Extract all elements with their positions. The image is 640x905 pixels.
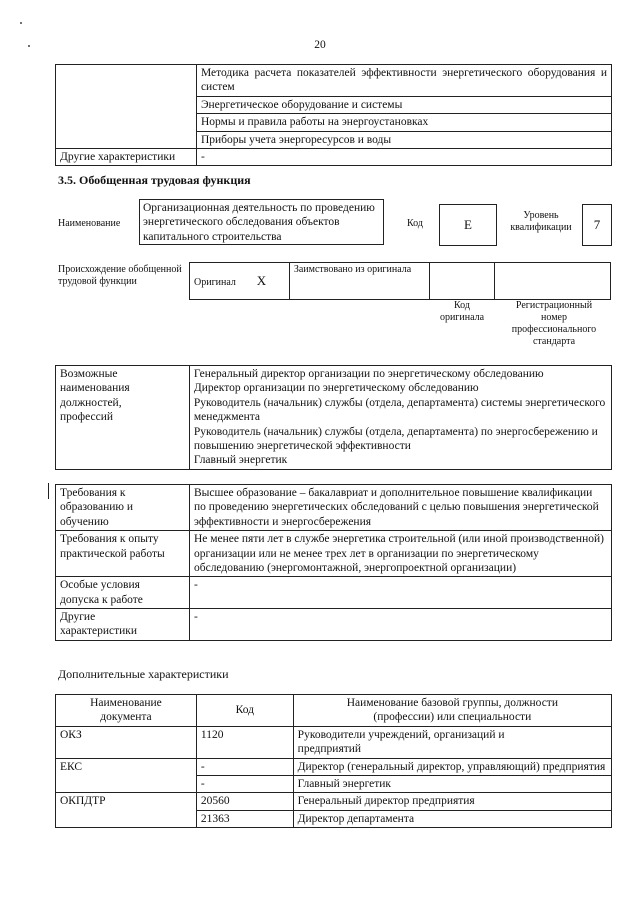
top-table-row: Нормы и правила работы на энергоустановках	[196, 114, 611, 131]
position-item: Руководитель (начальник) службы (отдела, департамента) по энергосбережению и повышению энергетической эффективности	[193, 425, 598, 452]
top-table-row: Энергетическое оборудование и системы	[196, 96, 611, 113]
position-item: Руководитель (начальник) службы (отдела, департамента) системы энергетического менеджмента	[193, 396, 606, 424]
additional-name: Главный энергетик	[293, 775, 611, 792]
additional-code: -	[196, 775, 293, 792]
additional-table	[55, 694, 612, 828]
additional-name: Руководители учреждений, организаций и предприятий	[293, 726, 611, 758]
positions-table	[55, 365, 612, 470]
additional-doc: ОКЗ	[56, 726, 197, 758]
additional-doc: ОКПДТР	[56, 793, 197, 828]
original-label: Оригинал	[194, 276, 236, 288]
reg-caption: Регистрационный номер профессионального стандарта	[511, 300, 597, 347]
position-item: Директор организации по энергетическому обследованию	[193, 382, 479, 395]
additional-code: 20560	[196, 793, 293, 810]
original-mark: X	[256, 272, 267, 288]
top-table-other-label: Другие характеристики	[56, 148, 197, 165]
position-item: Генеральный директор организации по энергетическому обследованию	[193, 368, 544, 380]
origin-original-cell	[190, 263, 290, 300]
req-label: Требования к образованию и обучению	[56, 485, 190, 531]
additional-doc: ЕКС	[56, 758, 197, 793]
req-label: Другие характеристики	[56, 609, 190, 641]
additional-title: Дополнительные характеристики	[58, 667, 229, 681]
page-number: 20	[314, 39, 326, 51]
origin-label: Происхождение обобщенной трудовой функции	[58, 264, 182, 287]
req-label: Требования к опыту практической работы	[56, 531, 190, 577]
code-caption: Код оригинала	[439, 300, 485, 323]
name-label: Наименование	[58, 218, 121, 229]
origin-reg-cell	[495, 263, 611, 300]
req-label: Особые условия допуска к работе	[56, 577, 190, 609]
req-value: Не менее пяти лет в службе энергетика строительной (или иной производственной) организации или не менее трех лет в организации по энергетическому обследованию (энергомонтажной, энергопроектной организации)	[189, 531, 611, 577]
top-table-empty-cell	[56, 65, 197, 149]
additional-code: 1120	[196, 726, 293, 758]
origin-table	[189, 262, 611, 300]
positions-label: Возможные наименования должностей, профессий	[56, 366, 190, 470]
section-title: 3.5. Обобщенная трудовая функция	[58, 173, 251, 187]
additional-name: Генеральный директор предприятия	[293, 793, 611, 810]
req-value: -	[189, 609, 611, 641]
requirements-table	[55, 484, 612, 641]
name-value: Организационная деятельность по проведению энергетического обследования объектов капитального строительства	[139, 199, 384, 245]
borrowed-label: Заимствовано из оригинала	[289, 263, 429, 300]
req-value: Высшее образование – бакалавриат и дополнительное повышение квалификации по проведению энергетических обследований с целью повышения энергетической эффективности и энергосбережения	[189, 485, 611, 531]
position-item: Главный энергетик	[193, 454, 288, 467]
level-value: 7	[582, 204, 612, 246]
margin-mark	[48, 483, 49, 499]
top-table-row: Приборы учета энергоресурсов и воды	[196, 131, 611, 148]
additional-header-code: Код	[196, 695, 293, 727]
origin-code-cell	[429, 263, 495, 300]
additional-name: Директор (генеральный директор, управляющий) предприятия	[293, 758, 611, 775]
top-table-other-value: -	[196, 148, 611, 165]
additional-name: Директор департамента	[293, 810, 611, 827]
code-label: Код	[407, 218, 423, 229]
additional-header-doc: Наименование документа	[56, 695, 197, 727]
level-label: Уровень квалификации	[510, 210, 572, 233]
positions-list	[189, 366, 611, 470]
scan-dot	[20, 22, 22, 24]
top-table-row: Методика расчета показателей эффективности энергетического оборудования и систем	[196, 65, 611, 97]
additional-code: 21363	[196, 810, 293, 827]
additional-header-name: Наименование базовой группы, должности (профессии) или специальности	[293, 695, 611, 727]
code-value: E	[439, 204, 497, 246]
top-table	[55, 64, 612, 166]
additional-code: -	[196, 758, 293, 775]
req-value: -	[189, 577, 611, 609]
